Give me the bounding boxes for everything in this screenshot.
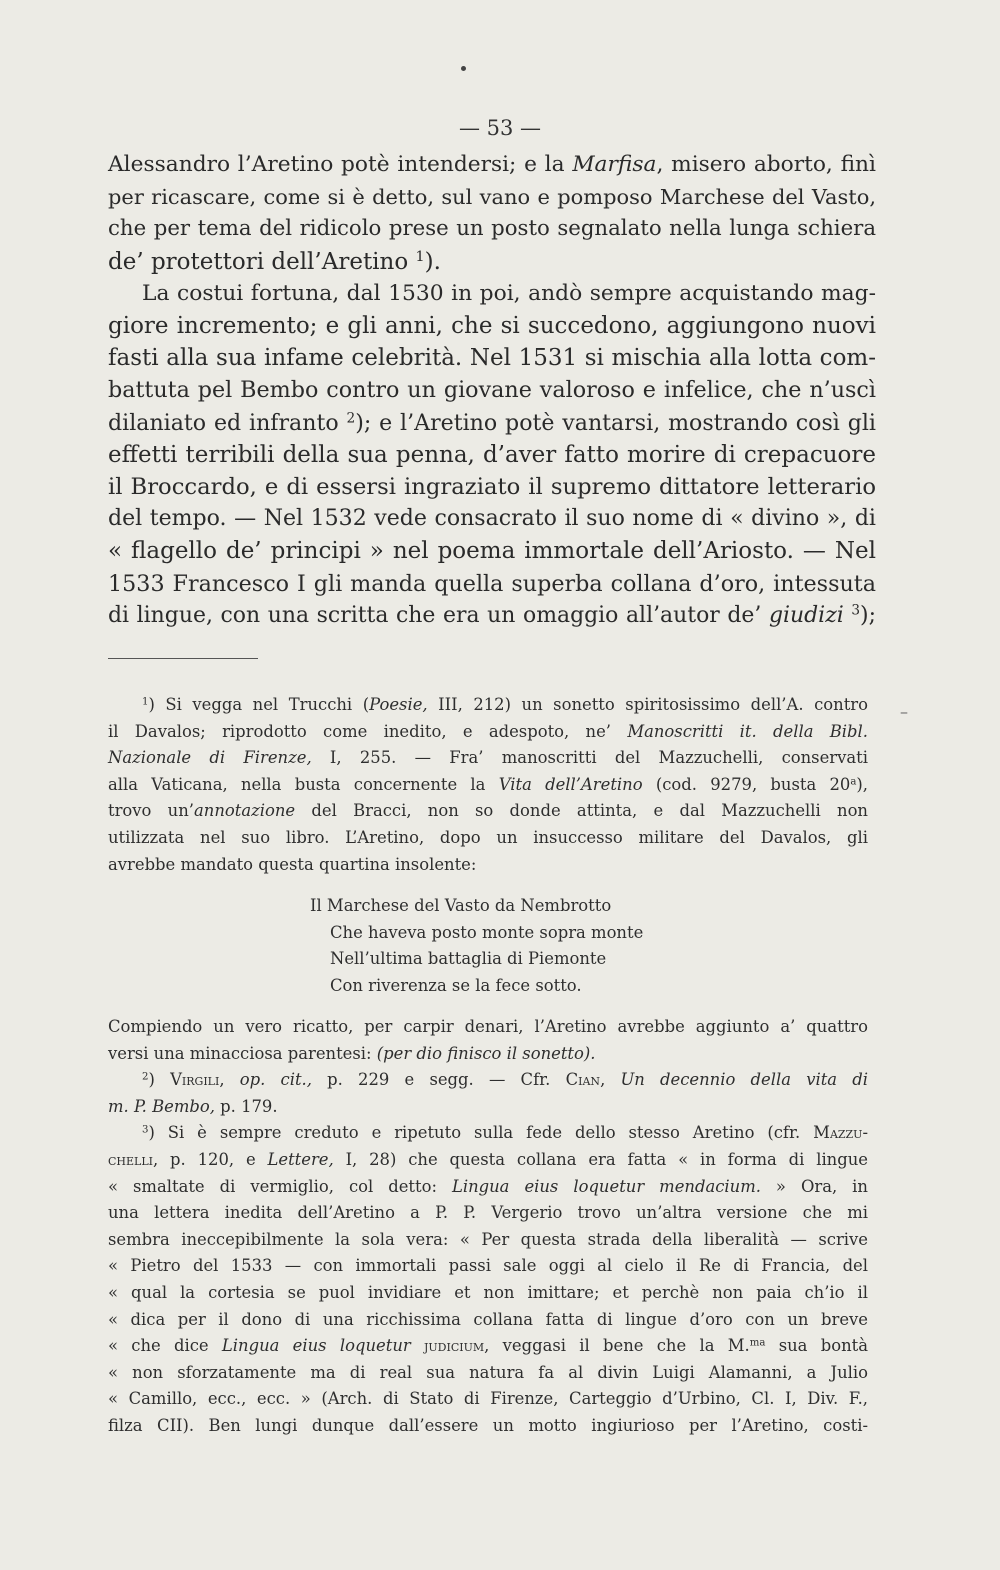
- footnote-line: una lettera inedita dell’Aretino a P. P. Vergerio trovo un’altra versione che mi: [108, 1203, 868, 1223]
- footnote-1: [108, 692, 868, 878]
- footnote-line: Nazionale di Firenze, I, 255. — Fra’ manoscritti del Mazzuchelli, conservati: [108, 748, 868, 768]
- footnote-3-line: $^3$) Si è sempre creduto e ripetuto sulla fede dello stesso Aretino (cfr. Mazzu-: [142, 1123, 868, 1143]
- body-line: che per tema del ridicolo prese un posto segnalato nella lunga schiera: [108, 216, 876, 242]
- verse-line: Che haveva posto monte sopra monte: [330, 922, 644, 942]
- body-line: per ricascare, come si è detto, sul vano e pomposo Marchese del Vasto,: [108, 185, 876, 210]
- footnote-line: « smaltate di vermiglio, col detto: Lingua eius loquetur mendacium. » Ora, in: [108, 1176, 868, 1196]
- body-line: del tempo. — Nel 1532 vede consacrato il suo nome di « divino », di: [108, 506, 876, 532]
- page-number: — 53 —: [458, 116, 542, 140]
- footnote-line: alla Vaticana, nella busta concernente la Vita dell’Aretino (cod. 9279, busta 20$^a$),: [108, 774, 868, 794]
- body-line: dilaniato ed infranto $^2$); e l’Aretino potè vantarsi, mostrando così gli: [108, 409, 876, 436]
- ink-dot: [461, 66, 466, 71]
- footnote-line: m. P. Bembo, p. 179.: [108, 1096, 278, 1116]
- footnote-line: $^1$) Si vegga nel Trucchi (Poesie, III, 212) un sonetto spiritosissimo dell’A. contro: [142, 695, 868, 714]
- footnote-line: « Pietro del 1533 — con immortali passi sale oggi al cielo il Re di Francia, del: [108, 1256, 868, 1276]
- quoted-quatrain: [310, 893, 643, 999]
- verse-line: Con riverenza se la fece sotto.: [330, 975, 582, 995]
- footnote-line: « che dice Lingua eius loquetur judicium, veggasi il bene che la M.$^{ma}$ sua bontà: [108, 1336, 869, 1356]
- footnote-line: versi una minacciosa parentesi: (per dio finisco il sonetto).: [108, 1043, 596, 1063]
- verse-line: Il Marchese del Vasto da Nembrotto: [310, 896, 612, 915]
- margin-mark: –: [900, 702, 908, 721]
- body-line: de’ protettori dell’Aretino $^1$).: [108, 248, 441, 275]
- footnote-ref: 2: [346, 410, 356, 427]
- body-line: « flagello de’ principi » nel poema immortale dell’Ariosto. — Nel: [108, 538, 876, 565]
- footnote-line: il Davalos; riprodotto come inedito, e adespoto, ne’ Manoscritti it. della Bibl.: [108, 721, 868, 741]
- body-line: effetti terribili della sua penna, d’aver fatto morire di crepacuore: [108, 441, 876, 468]
- footnote-rule: [108, 658, 258, 659]
- footnote-line: avrebbe mandato questa quartina insolente:: [108, 854, 477, 874]
- body-line: 1533 Francesco I gli manda quella superba collana d’oro, intessuta: [108, 570, 876, 597]
- footnote-line: « Camillo, ecc., ecc. » (Arch. di Stato di Firenze, Carteggio d’Urbino, Cl. I, Div. F.,: [108, 1389, 868, 1409]
- footnote-ref: 1: [415, 248, 425, 265]
- footnote-2-line: $^2$) Virgili, op. cit., p. 229 e segg. — Cfr. Cian, Un decennio della vita di: [142, 1070, 868, 1090]
- body-line: giore incremento; e gli anni, che si succedono, aggiungono nuovi: [108, 313, 876, 340]
- body-line: il Broccardo, e di essersi ingraziato il supremo dittatore letterario: [108, 474, 876, 501]
- footnote-line: « qual la cortesia se puol invidiare et non imittare; et perchè non paia ch’io il: [108, 1282, 868, 1302]
- footnote-line: Compiendo un vero ricatto, per carpir denari, l’Aretino avrebbe aggiunto a’ quattro: [108, 1017, 868, 1036]
- footnote-line: chelli, p. 120, e Lettere, I, 28) che questa collana era fatta « in forma di lingue: [108, 1149, 868, 1169]
- footnote-line: utilizzata nel suo libro. L’Aretino, dopo un insuccesso militare del Davalos, gli: [108, 827, 868, 847]
- body-line: di lingue, con una scritta che era un omaggio all’autor de’ giudizi $^3$);: [108, 602, 876, 628]
- verse-line: Nell’ultima battaglia di Piemonte: [330, 949, 607, 969]
- body-line: battuta pel Bembo contro un giovane valoroso e infelice, che n’uscì: [108, 377, 876, 404]
- body-line: La costui fortuna, dal 1530 in poi, andò sempre acquistando mag-: [142, 280, 876, 306]
- footnote-line: trovo un’annotazione del Bracci, non so donde attinta, e dal Mazzuchelli non: [108, 801, 868, 821]
- footnote-ref: 3: [851, 602, 861, 619]
- body-line: Alessandro l’Aretino potè intendersi; e la Marfisa, misero aborto, finì: [108, 152, 876, 177]
- footnote-line: sembra ineccepibilmente la sola vera: « Per questa strada della liberalità — scrive: [108, 1229, 868, 1249]
- footnote-line: « non sforzatamente ma di real sua natura fa al divin Luigi Alamanni, a Julio: [108, 1362, 868, 1382]
- footnote-line: filza CII). Ben lungi dunque dall’essere un motto ingiurioso per l’Aretino, costi-: [108, 1415, 868, 1435]
- main-text: [108, 149, 876, 632]
- body-line: fasti alla sua infame celebrità. Nel 1531 si mischia alla lotta com-: [108, 345, 876, 372]
- footnote-line: « dica per il dono di una ricchissima collana fatta di lingue d’oro con un breve: [108, 1309, 868, 1329]
- footnotes-continued: [108, 1014, 868, 1440]
